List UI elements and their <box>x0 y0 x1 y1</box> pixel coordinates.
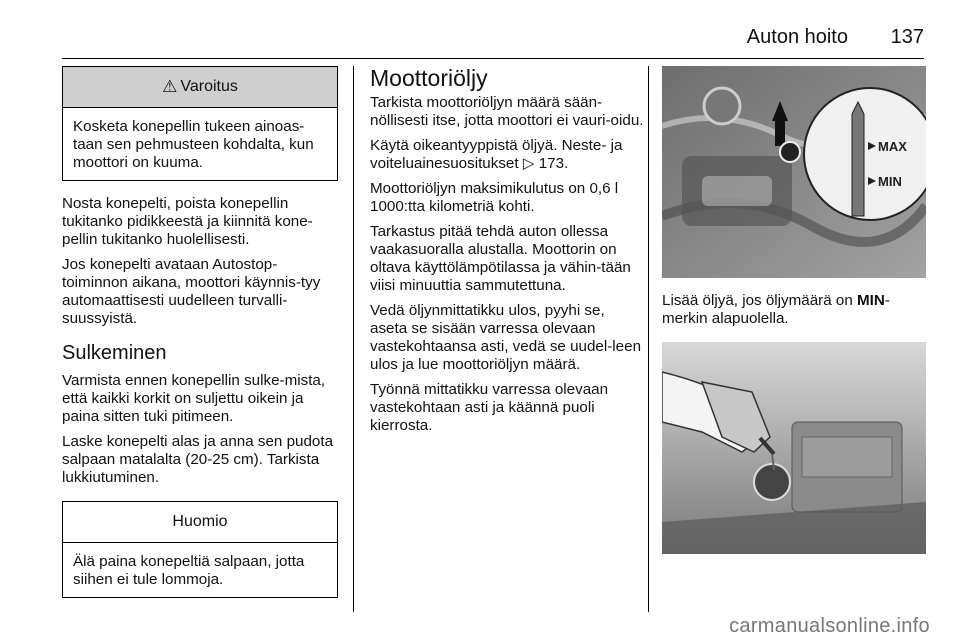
warning-text: Kosketa konepellin tukeen ainoas-taan sen pehmusteen kohdalta, kun moottori on kuuma. <box>73 118 314 171</box>
caption-text: Lisää öljyä, jos öljymäärä on <box>662 292 858 309</box>
reference-arrow-icon: ▷ <box>522 155 539 172</box>
warning-title: Varoitus <box>180 78 238 95</box>
main-title: Moottoriöljy <box>370 65 488 91</box>
paragraph: Tarkastus pitää tehdä auton ollessa vaakasuoralla alustalla. Moottorin on oltava käyttölämpötilassa ja vähin-tään viisi minuuttia sammutettuna. <box>370 223 631 294</box>
paragraph: Moottoriöljyn maksimikulutus on 0,6 l 1000:tta kilometriä kohti. <box>370 180 619 215</box>
note-text: Älä paina konepeltiä salpaan, jotta siihen ei tule lommoja. <box>73 553 305 588</box>
page-number: 137 <box>890 26 924 48</box>
column-divider-1 <box>353 66 354 612</box>
engine-bay-illustration <box>662 66 926 278</box>
paragraph: Tarkista moottoriöljyn määrä sään-nöllisesti itse, jotta moottori ei vauri-oidu. <box>370 94 644 129</box>
page-header <box>0 10 960 48</box>
dipstick-photo <box>662 66 926 278</box>
column-3 <box>662 66 926 554</box>
min-label: MIN <box>878 174 902 189</box>
warning-box <box>62 66 338 181</box>
header-rule <box>62 58 924 59</box>
chapter-title: Auton hoito <box>746 26 848 48</box>
paragraph: Työnnä mittatikku varressa olevaan vastekohtaan asti ja käännä puoli kierrosta. <box>370 381 609 434</box>
paragraph: Laske konepelti alas ja anna sen pudota salpaan matalalta (20-25 cm). Tarkista lukkiutuminen. <box>62 433 334 486</box>
paragraph: Jos konepelti avataan Autostop-toiminnon aikana, moottori käynnis-tyy automaattisesti uudelleen turvalli-suussyistä. <box>62 256 321 327</box>
max-label: MAX <box>878 139 907 154</box>
page-reference-link[interactable]: 173. <box>538 155 569 172</box>
note-header <box>63 502 337 543</box>
paragraph-text: Käytä oikeantyyppistä öljyä. Neste- ja voiteluainesuositukset <box>370 137 623 172</box>
paragraph: Varmista ennen konepellin sulke-mista, että kaikki korkit on suljettu oikein ja paina sitten tuki pitimeen. <box>62 372 326 425</box>
oil-filling-illustration <box>662 342 926 554</box>
paragraph: Vedä öljynmittatikku ulos, pyyhi se, aseta se sisään varressa olevaan vastekohtaansa asti, vedä se uudel-leen ulos ja lue moottoriöljyn määrä. <box>370 302 642 373</box>
watermark: carmanualsonline.info <box>729 615 930 637</box>
note-title: Huomio <box>172 513 228 530</box>
column-1 <box>62 66 338 598</box>
column-2 <box>370 66 644 442</box>
paragraph: Nosta konepelti, poista konepellin tukitanko pidikkeestä ja kiinnitä kone-pellin tukitanko huolellisesti. <box>62 195 313 248</box>
image-caption <box>662 292 926 328</box>
oil-filling-photo <box>662 342 926 554</box>
column-divider-2 <box>648 66 649 612</box>
caption-min-bold: MIN <box>857 292 885 309</box>
paragraph <box>370 137 644 173</box>
note-box <box>62 501 338 598</box>
warning-triangle-icon: ⚠ <box>162 77 178 96</box>
caption-text: -merkin alapuolella. <box>662 292 890 327</box>
warning-header <box>63 67 337 108</box>
section-title: Sulkeminen <box>62 342 167 364</box>
